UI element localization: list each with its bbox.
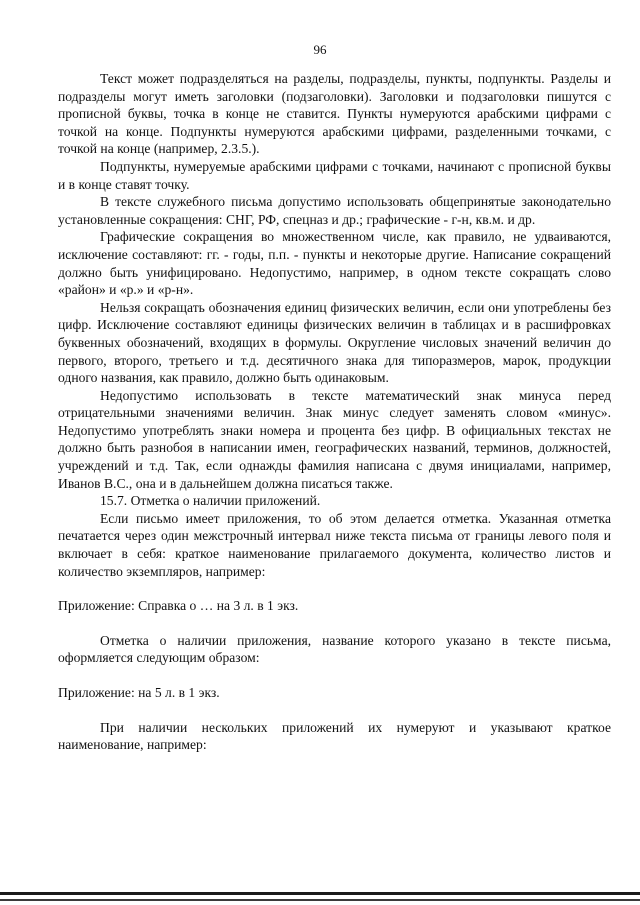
bottom-border-line-secondary [0,899,640,901]
document-body [58,70,611,754]
section-heading-attachments: 15.7. Отметка о наличии приложений. [100,493,321,509]
bottom-border-line [0,892,640,895]
paragraph-multiple-attachments: При наличии нескольких приложений их нумеруют и указывают краткое наименование, например: [58,719,611,753]
paragraph-minus-sign: Недопустимо использовать в тексте математический знак минуса перед отрицательными значениями величин. Знак минус следует заменять словом «минус». Недопустимо употреблять знаки номера и процента без цифр. В официальных текстах не должно быть разнобоя в написании имен, географических названий, терминов, должностей, учреждений и т.д. Так, если однажды фамилия написана с двумя инициалами, например, Иванов В.С., она и в дальнейшем должна писаться также. [58,387,611,491]
paragraph-sections: Текст может подразделяться на разделы, подразделы, пункты, подпункты. Разделы и подразделы могут иметь заголовки (подзаголовки). Заголовки и подзаголовки пишутся с прописной буквы, точка в конце не ставится. Пункты нумеруются арабскими цифрами с точкой на конце. Подпункты нумеруются арабскими цифрами, разделенными точками, с точкой на конце (например, 2.3.5.). [58,71,611,157]
example-attachment-1: Приложение: Справка о … на 3 л. в 1 экз. [58,598,299,614]
paragraph-abbreviations: В тексте служебного письма допустимо использовать общепринятые законодательно установленные сокращения: СНГ, РФ, спецназ и др.; графические - г-н, кв.м. и др. [58,194,611,227]
page-number: 96 [313,42,327,57]
example-attachment-2: Приложение: на 5 л. в 1 экз. [58,685,220,700]
paragraph-physical-units: Нельзя сокращать обозначения единиц физических величин, если они употреблены без цифр. Исключение составляют единицы физических величин в таблицах и в расшифровках буквенных обозначений, входящих в формулы. Округление числовых значений величин до первого, второго, третьего и т.д. десятичного знака для типоразмеров, марок, продукции одного названия, как правило, должно быть одинаковым. [58,299,611,386]
paragraph-attachment-note: Если письмо имеет приложения, то об этом делается отметка. Указанная отметка печатается через один межстрочный интервал ниже текста письма от границы левого поля и включает в себя: краткое наименование прилагаемого документа, количество листов и количество экземпляров, например: [58,510,611,579]
paragraph-subpoints: Подпункты, нумеруемые арабскими цифрами с точками, начинают с прописной буквы и в конце ставят точку. [58,158,611,192]
paragraph-graphic-abbreviations: Графические сокращения во множественном числе, как правило, не удваиваются, исключение составляют: гг. - годы, п.п. - пункты и некоторые другие. Написание сокращений должно быть унифицировано. Недопустимо, например, в одном тексте сокращать слово «район» и «р.» и «р-н». [58,229,611,298]
paragraph-attachment-in-text: Отметка о наличии приложения, название которого указано в тексте письма, оформляется следующим образом: [58,632,611,666]
